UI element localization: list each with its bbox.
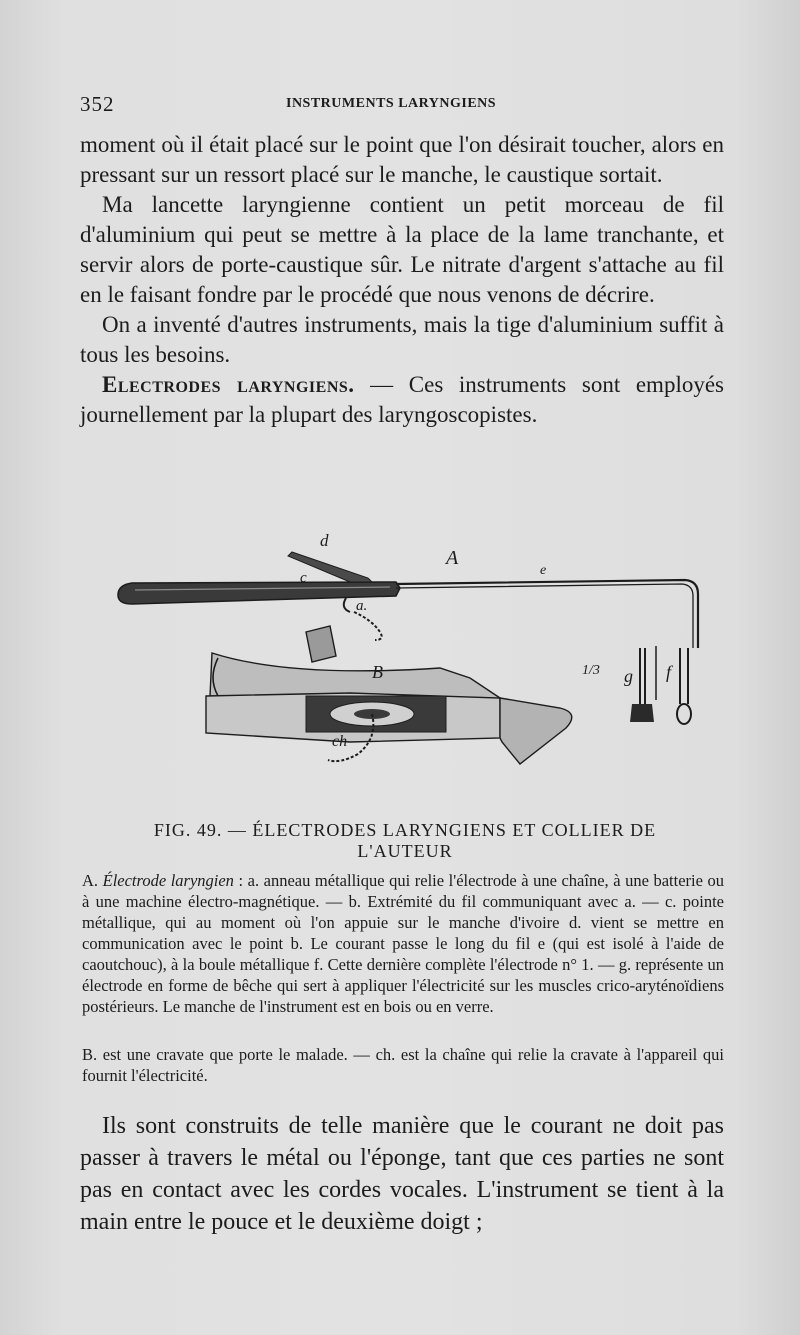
wire-e (396, 580, 698, 648)
paragraph: Ma lancette laryngienne contient un petit morceau de fil d'aluminium qui peut se mettre à la place de la lame tranchante, et servir alors de porte-caustique sûr. Le nitrate d'argent s'attache au fil en le faisant fondre par le procédé que nous venons de décrire. (80, 192, 724, 307)
stem-g (640, 648, 645, 704)
label-ch: ch (332, 733, 348, 750)
label-c: c (300, 570, 307, 586)
paragraph: Ils sont construits de telle manière que le courant ne doit pas passer à travers le métal ou l'éponge, tant que ces parties ne sont pas en contact avec les cordes vocales. L'instrument se tient à la main entre le pouce et le deuxième doigt ; (80, 1113, 724, 1235)
figure-legend-b (82, 1044, 724, 1086)
paragraph: On a inventé d'autres instruments, mais la tige d'aluminium suffit à tous les besoins. (80, 312, 724, 367)
collar-b-tail (500, 698, 572, 764)
collar-clasp (306, 626, 336, 662)
legend-a-italic: Électrode laryngien (102, 871, 234, 890)
spade-g (630, 704, 654, 722)
paragraph-electrodes (80, 370, 724, 430)
legend-a-text: : a. anneau métallique qui relie l'électrode à une chaîne, à une batterie ou à une machine électro-magnétique. — b. Extrémité du fil communiquant avec a. — c. pointe métallique, qui au moment où l'on appuie sur le manche d'ivoire d. vient se mettre en communication avec le point b. Le courant passe le long du fil e (qui est isolé à l'aide de caoutchouc), à la boule métallique f. Cette dernière complète l'électrode n° 1. — g. représente un électrode en forme de bêche qui sert à appliquer l'électricité sur les muscles crico-aryténoïdiens postérieurs. Le manche de l'instrument est en bois ou en verre. (82, 871, 725, 1016)
stem-f (680, 648, 688, 704)
running-title: INSTRUMENTS LARYNGIENS (286, 96, 497, 111)
body-text-top (80, 130, 724, 430)
section-heading: Electrodes laryngiens. (102, 372, 355, 397)
body-text-bottom (80, 1110, 724, 1238)
ball-f (677, 704, 691, 724)
page-header (80, 92, 722, 116)
figure-caption-title: FIG. 49. — ÉLECTRODES LARYNGIENS ET COLLIER DE L'AUTEUR (153, 820, 657, 861)
wire-e-inner (396, 584, 693, 648)
label-a: a. (356, 598, 368, 614)
label-B: B (372, 662, 383, 682)
label-f: f (666, 662, 672, 682)
legend-a-lead: A. (82, 871, 103, 890)
paragraph-text: — Ces instruments sont employés journellement par la plupart des laryngoscopistes. (80, 372, 724, 427)
page-number: 352 (80, 92, 115, 116)
label-A: A (446, 547, 459, 569)
legend-paragraph-a (82, 870, 724, 1017)
chain-a (354, 612, 382, 640)
label-d: d (320, 531, 329, 550)
label-scale: 1/3 (582, 663, 600, 678)
paragraph: moment où il était placé sur le point que l'on désirait toucher, alors en pressant sur un ressort placé sur le manche, le caustique sortait. (80, 132, 724, 187)
label-e: e (540, 563, 547, 578)
legend-paragraph-b: B. est une cravate que porte le malade. — ch. est la chaîne qui relie la cravate à l'appareil qui fournit l'électricité. (82, 1045, 724, 1085)
ring-a (344, 598, 350, 612)
figure-electrodes-illustration (110, 528, 710, 768)
electrode-engraving (110, 528, 710, 768)
label-g: g (624, 666, 633, 686)
figure-legend-a (82, 870, 724, 1017)
